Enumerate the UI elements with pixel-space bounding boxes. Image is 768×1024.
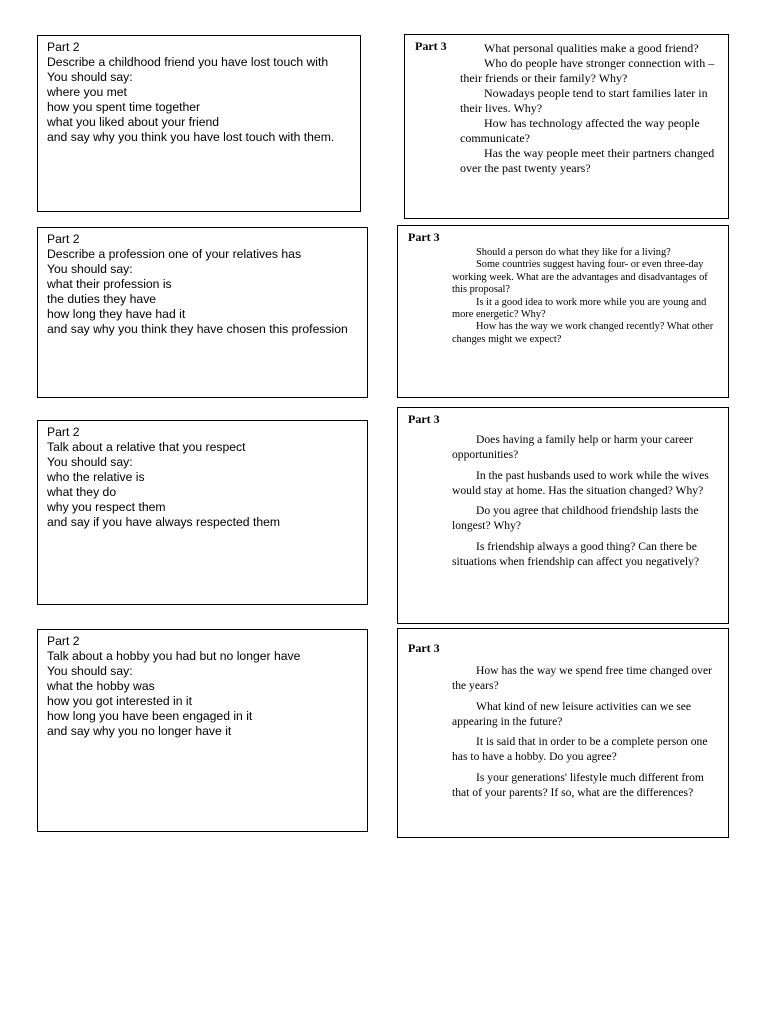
part2-card-friend (37, 35, 361, 212)
card-heading: Part 2 (47, 634, 80, 648)
question: How has the way we work changed recently? What other changes might we expect? (452, 321, 714, 345)
question: Should a person do what they like for a living? (476, 247, 671, 258)
card-heading: Part 2 (47, 425, 80, 439)
card-topic: Talk about a hobby you had but no longer have (47, 649, 301, 663)
question: Has the way people meet their partners changed over the past twenty years? (460, 146, 715, 175)
card-line: and say why you think they have chosen this profession (47, 322, 348, 336)
card-line: how you got interested in it (47, 694, 192, 708)
question: In the past husbands used to work while the wives would stay at home. Has the situation changed? Why? (452, 468, 709, 497)
card-topic: Describe a profession one of your relatives has (47, 247, 302, 261)
card-heading: Part 2 (47, 40, 80, 54)
card-line: how you spent time together (47, 100, 201, 114)
question: Is your generations' lifestyle much different from that of your parents? If so, what are the differences? (452, 770, 704, 800)
card-line: and say why you think you have lost touch with them. (47, 130, 335, 144)
card-line: why you respect them (47, 500, 166, 514)
card-line: what the hobby was (47, 679, 155, 693)
question: Does having a family help or harm your career opportunities? (452, 433, 693, 462)
card-line: You should say: (47, 455, 133, 469)
card-line: how long they have had it (47, 307, 186, 321)
part2-card-relative (37, 420, 368, 605)
part2-card-profession (37, 227, 368, 398)
part3-card-friendship (404, 34, 729, 219)
card-line: You should say: (47, 262, 133, 276)
question: What personal qualities make a good friend? (484, 41, 699, 55)
question: It is said that in order to be a complete person one has to have a hobby. Do you agree? (452, 735, 708, 764)
part3-card-leisure (397, 628, 729, 838)
card-line: You should say: (47, 664, 133, 678)
question: Nowadays people tend to start families later in their lives. Why? (460, 86, 708, 115)
question: Some countries suggest having four- or even three-day working week. What are the advantages and disadvantages of this proposal? (452, 259, 708, 296)
card-heading: Part 3 (408, 230, 440, 244)
question: Is it a good idea to work more while you are young and more energetic? Why? (452, 296, 707, 321)
question: What kind of new leisure activities can we see appearing in the future? (452, 699, 692, 728)
card-line: what their profession is (47, 277, 172, 291)
part3-card-work (397, 225, 729, 398)
card-line: what they do (47, 485, 117, 499)
part2-card-hobby (37, 629, 368, 832)
part3-card-family-career (397, 407, 729, 624)
card-topic: Talk about a relative that you respect (47, 440, 246, 454)
question: How has the way we spend free time changed over the years? (452, 664, 712, 693)
question: Is friendship always a good thing? Can there be situations when friendship can affect you negatively? (452, 539, 700, 569)
card-line: who the relative is (47, 470, 145, 484)
card-heading: Part 3 (408, 412, 440, 426)
card-line: You should say: (47, 70, 133, 84)
card-line: and say why you no longer have it (47, 724, 232, 738)
card-line: what you liked about your friend (47, 115, 220, 129)
card-line: where you met (47, 85, 127, 99)
question: How has technology affected the way people communicate? (460, 116, 700, 145)
card-line: the duties they have (47, 292, 157, 306)
card-topic: Describe a childhood friend you have lost touch with (47, 55, 329, 69)
card-line: and say if you have always respected them (47, 515, 281, 529)
card-line: how long you have been engaged in it (47, 709, 253, 723)
card-heading: Part 2 (47, 232, 80, 246)
card-heading: Part 3 (415, 39, 447, 53)
question: Do you agree that childhood friendship lasts the longest? Why? (452, 504, 699, 533)
card-heading: Part 3 (408, 641, 440, 655)
question: Who do people have stronger connection with – their friends or their family? Why? (460, 56, 715, 85)
